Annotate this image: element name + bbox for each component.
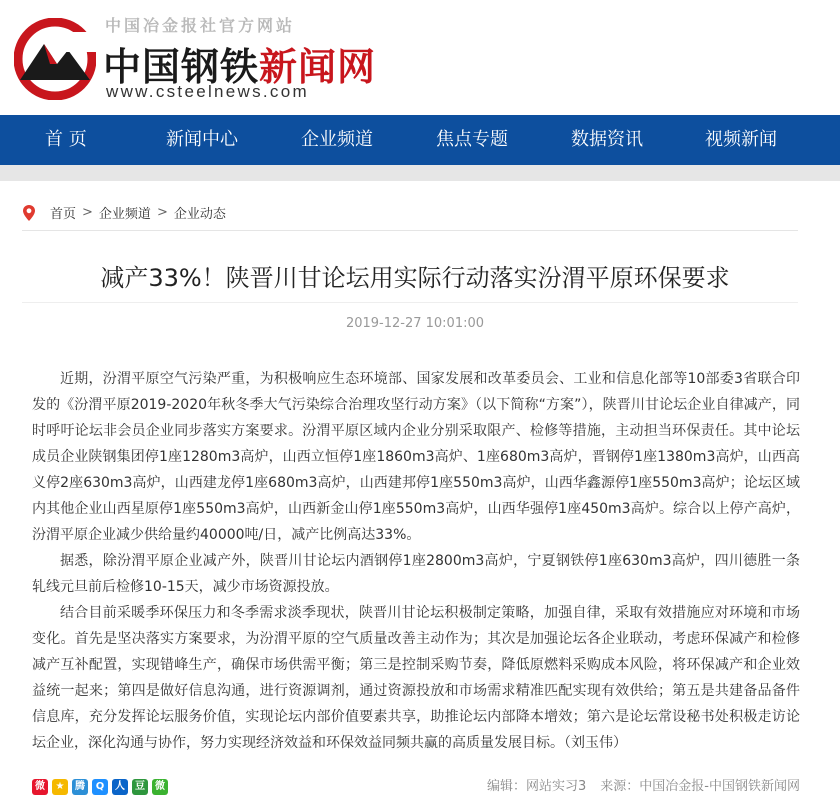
- breadcrumb: [22, 203, 226, 222]
- nav-item-enterprise[interactable]: 企业频道: [301, 129, 373, 150]
- nav-item-news[interactable]: 新闻中心: [166, 129, 238, 150]
- location-pin-icon: [22, 204, 36, 222]
- nav-item-home[interactable]: 首 页: [45, 129, 87, 150]
- breadcrumb-enterprise[interactable]: 企业频道: [98, 207, 151, 222]
- share-bar: [32, 779, 168, 795]
- tqq-icon[interactable]: Q: [92, 779, 108, 795]
- douban-icon[interactable]: 豆: [132, 779, 148, 795]
- article-paragraph: 结合目前采暖季环保压力和冬季需求淡季现状，陕晋川甘论坛积极制定策略，加强自律，采取有效措施应对环境和市场变化。首先是坚决落实方案要求，为汾渭平原的空气质量改善主动作为；其次是加强论坛各企业联动，考虑环保减产和检修减产互补配置，实现错峰生产，确保市场供需平衡；第三是控制采购节奏，降低原燃料采购成本风险，将环保减产和企业效益统一起来；第四是做好信息沟通，进行资源调剂，通过资源投放和市场需求精准匹配实现有效供给；第五是共建备品备件信息库，充分发挥论坛服务价值，实现论坛内部价值要素共享，助推论坛内部降本增效；第六是论坛常设秘书处积极走访论坛企业，深化沟通与协作，努力实现经济效益和环保效益同频共赢的高质量发展目标。（刘玉伟）: [32, 605, 800, 751]
- article-title: 减产33%！陕晋川甘论坛用实际行动落实汾渭平原环保要求: [100, 264, 730, 292]
- breadcrumb-enterprise-news[interactable]: 企业动态: [173, 207, 226, 222]
- article-date: 2019-12-27 10:01:00: [345, 316, 485, 331]
- qzone-icon[interactable]: ★: [52, 779, 68, 795]
- site-url: www.csteelnews.com: [106, 82, 309, 101]
- logo-emblem-icon[interactable]: [14, 18, 96, 100]
- divider: [22, 302, 798, 303]
- breadcrumb-home[interactable]: 首页: [50, 207, 77, 222]
- article-paragraph: 近期，汾渭平原空气污染严重，为积极响应生态环境部、国家发展和改革委员会、工业和信息化部等10部委3省联合印发的《汾渭平原2019-2020年秋冬季大气污染综合治理攻坚行动方案》（以下简称“方案”），陕晋川甘论坛企业自律减产，同时呼吁论坛非会员企业同步落实方案要求。汾渭平原区域内企业分别采取限产、检修等措施，主动担当环保责任。其中论坛成员企业陕钢集团停1座1280m3高炉，山西立恒停1座1860m3高炉、1座680m3高炉，晋钢停1座1380m3高炉，山西高义停2座630m3高炉，山西建龙停1座680m3高炉，山西建邦停1座550m3高炉，山西华鑫源停1座550m3高炉；论坛区域内其他企业山西星原停1座550m3高炉，山西新金山停1座550m3高炉，山西华强停1座450m3高炉。综合以上停产高炉，汾渭平原企业减少供给量约40000吨/日，减产比例高达33%。: [32, 371, 800, 543]
- nav-item-topics[interactable]: 焦点专题: [436, 129, 508, 150]
- article-source: 来源：中国冶金报-中国钢铁新闻网: [600, 779, 800, 794]
- article-editor: 编辑：网站实习3: [487, 779, 587, 794]
- divider: [22, 230, 798, 231]
- nav-item-data[interactable]: 数据资讯: [571, 129, 643, 150]
- wechat-icon[interactable]: 微: [152, 779, 168, 795]
- main-nav: [0, 115, 840, 165]
- article-paragraph: 据悉，除汾渭平原企业减产外，陕晋川甘论坛内酒钢停1座2800m3高炉，宁夏钢铁停1座630m3高炉，四川德胜一条轧线元旦前后检修10-15天，减少市场资源投放。: [32, 553, 800, 595]
- article-footer: [32, 775, 800, 797]
- article-body: [32, 366, 800, 756]
- site-header: [0, 0, 840, 115]
- breadcrumb-separator: >: [82, 205, 93, 220]
- nav-item-video[interactable]: 视频新闻: [705, 129, 777, 150]
- site-name-red: 新闻网: [259, 44, 377, 89]
- site-name-black: 中国钢铁: [103, 44, 260, 89]
- weibo-icon[interactable]: 微: [32, 779, 48, 795]
- breadcrumb-separator: >: [156, 205, 168, 220]
- article-meta: [487, 775, 800, 794]
- site-tagline: 中国冶金报社官方网站: [105, 16, 296, 35]
- nav-shadow-band: [0, 165, 840, 181]
- renren-icon[interactable]: 人: [112, 779, 128, 795]
- tencent-weibo-icon[interactable]: 腾: [72, 779, 88, 795]
